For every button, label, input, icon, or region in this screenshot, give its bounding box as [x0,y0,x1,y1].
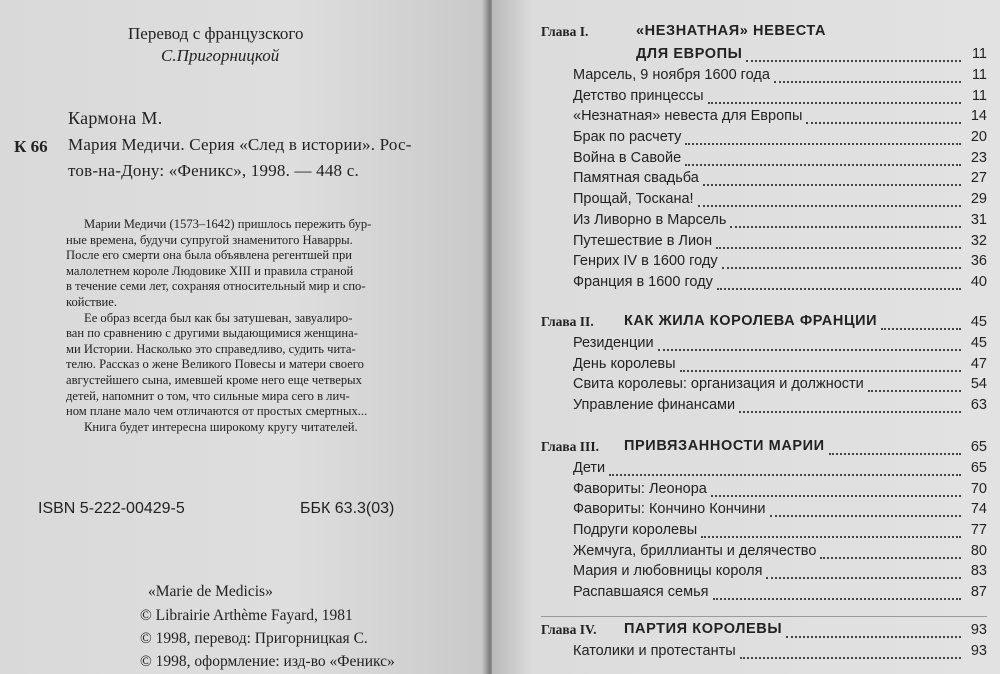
entry-title: Резиденции [573,335,654,351]
leader-dots [658,349,961,351]
toc-chapter [541,620,987,663]
bbk-code: ББК 63.3(03) [300,500,395,517]
entry-page-number: 80 [970,542,987,559]
toc-entry [573,273,987,294]
translator-name: С.Пригорницкой [161,46,280,65]
entry-page-number: 20 [970,129,987,146]
leader-dots [680,370,961,372]
entry-title: Свита королевы: организация и должности [573,376,864,393]
entry-page-number: 93 [970,643,987,659]
leader-dots [786,636,961,638]
leader-dots [713,598,962,600]
entry-title: Фавориты: Кончино Кончини [573,501,766,518]
annotation-line: ные времена, будучи супругой знаменитого Наварры. [66,232,353,247]
toc-entry [573,149,987,170]
entry-title: Управление финансами [573,397,736,414]
leader-dots [711,495,961,497]
entry-page-number: 27 [970,170,987,187]
toc-entry [573,583,987,604]
entry-title: Дети [573,460,606,476]
annotation-closing: Книга будет интересна широкому кругу читателей. [84,419,358,434]
chapter-title: КАК ЖИЛА КОРОЛЕВА ФРАНЦИИ [624,313,878,329]
annotation-line: детей, напомнит о том, что сильные мира сего в лич- [66,388,350,403]
chapter-divider [541,616,987,617]
leader-dots [685,164,961,166]
leader-dots [770,515,961,517]
annotation-line: ном плане мало чем отличаются от простых смертных... [66,404,368,419]
entry-page-number: 65 [970,460,987,476]
leader-dots [820,557,961,559]
left-page [0,0,486,674]
entry-title: Жемчуга, бриллианты и делячество [573,542,817,559]
annotation-line: Марии Медичи (1573–1642) пришлось пережить бур- [84,217,372,231]
toc-entry [573,375,987,396]
entry-title: Католики и протестанты [573,643,736,659]
toc-entry [573,542,987,563]
chapter-label: Глава II. [541,314,594,329]
leader-dots [730,226,961,228]
original-title: «Marie de Medicis» [148,583,273,600]
entry-page-number: 32 [970,232,987,249]
leader-dots [698,205,961,207]
entry-page-number: 77 [970,522,987,539]
toc-entry [573,642,987,663]
leader-dots [716,247,961,249]
toc-entry [573,480,987,501]
chapter-title: ПАРТИЯ КОРОЛЕВЫ [624,621,783,637]
entry-page-number: 23 [970,149,987,166]
toc-entry [573,128,987,149]
chapter-heading [541,22,987,44]
annotation-line: августейшего сына, имевшей кроме него еще четверых [66,372,362,387]
chapter-title-line2: ДЛЯ ЕВРОПЫ [636,46,743,62]
entry-page-number: 70 [970,480,987,497]
chapter-page-number: 93 [970,622,987,638]
author-name: Кармона М. [68,108,163,128]
toc-entry [573,334,987,355]
entry-page-number: 31 [970,211,987,228]
chapter-title: ПРИВЯЗАННОСТИ МАРИИ [624,438,825,454]
toc-entry [573,355,987,376]
leader-dots [703,184,961,186]
chapter-heading [541,437,987,459]
annotation-line: телю. Рассказ о жене Великого Повесы и матери своего [66,357,364,372]
toc-entry [573,66,987,87]
biblio-line: Мария Медичи. Серия «След в истории». Рос- [68,135,412,154]
chapter-heading [541,312,987,334]
entry-page-number: 11 [971,67,987,83]
toc-chapter [541,22,987,294]
entry-title: Фавориты: Леонора [573,480,707,497]
toc-entry [573,562,987,583]
chapter-label: Глава IV. [541,622,597,637]
chapter-heading [541,620,987,642]
entry-title: Подруги королевы [573,522,698,539]
annotation-line: После его смерти она была объявлена регентшей при [66,248,353,263]
entry-page-number: 74 [970,501,987,518]
leader-dots [881,328,961,330]
annotation-line: койствие. [66,294,118,309]
entry-title: Мария и любовницы короля [573,563,763,580]
entry-page-number: 87 [970,584,987,601]
toc-entry [573,169,987,190]
entry-page-number: 47 [970,355,987,372]
biblio-line: тов-на-Дону: «Феникс», 1998. — 448 с. [68,161,359,180]
annotation-paragraph-2 [66,311,391,420]
translation-line: Перевод с французского [128,24,304,43]
annotation-line: ми Истории. Насколько это справедливо, судить чита- [66,341,356,356]
leader-dots [685,143,961,145]
entry-title: Памятная свадьба [573,170,699,187]
entry-title: Франция в 1600 году [573,273,713,290]
entry-title: Распавшаяся семья [573,584,709,601]
entry-title: Генрих IV в 1600 году [573,253,718,270]
toc-entry [573,521,987,542]
entry-title: «Незнатная» невеста для Европы [573,108,803,125]
leader-dots [806,122,961,124]
annotation-line: в течение семи лет, сохраняя относительный мир и спо- [66,279,366,294]
isbn: ISBN 5-222-00429-5 [38,500,185,517]
entry-title: Прощай, Тоскана! [573,191,694,208]
entry-title: Детство принцессы [573,87,704,104]
annotation-line: Ее образ всегда был как бы затушеван, завуалиро- [84,310,353,325]
entry-page-number: 29 [970,191,987,208]
leader-dots [829,453,961,455]
entry-page-number: 36 [970,253,987,270]
annotation-line: ван по сравнению с другими выдающимися женщина- [66,326,358,341]
entry-page-number: 11 [971,87,987,104]
entry-title: Брак по расчету [573,129,682,146]
toc-entry [573,190,987,211]
entry-title: День королевы [573,355,676,372]
chapter-title: «НЕЗНАТНАЯ» НЕВЕСТА [636,23,827,39]
entry-page-number: 14 [970,108,987,125]
entry-page-number: 45 [970,335,987,351]
annotation [66,217,391,435]
toc-entry [573,500,987,521]
leader-dots [740,657,961,659]
toc-entry [573,107,987,128]
right-page-table-of-contents [492,0,1000,674]
entry-page-number: 40 [970,273,987,290]
leader-dots [774,81,961,83]
annotation-paragraph-1 [66,217,391,311]
copyright-line: © 1998, перевод: Пригорницкая С. [140,630,368,647]
toc-entry [573,396,987,417]
entry-page-number: 83 [970,563,987,580]
leader-dots [739,411,961,413]
leader-dots [717,288,961,290]
chapter-page-number: 45 [970,314,987,330]
copyright-line: © Librairie Arthème Fayard, 1981 [140,607,353,624]
entry-title: Война в Савойе [573,149,682,166]
entry-title: Марсель, 9 ноября 1600 года [573,67,770,83]
bibliographic-entry [68,132,412,184]
toc-entry [573,87,987,108]
leader-dots [868,390,961,392]
toc-entry [573,459,987,480]
toc-chapter [541,437,987,604]
toc-entry [573,252,987,273]
entry-title: Из Ливорно в Марсель [573,211,727,228]
chapter-page-number: 65 [970,439,987,455]
chapter-heading-continued [541,44,987,66]
annotation-line: малолетнем короле Людовике XIII и правила страной [66,263,354,278]
entry-page-number: 54 [970,376,987,393]
entry-page-number: 63 [970,397,987,414]
library-code: К 66 [14,137,48,156]
copyright-line: © 1998, оформление: изд-во «Феникс» [140,653,395,670]
leader-dots [708,102,961,104]
leader-dots [722,267,961,269]
toc-chapter [541,312,987,417]
leader-dots [701,536,961,538]
toc-entry [573,211,987,232]
entry-title: Путешествие в Лион [573,232,713,249]
leader-dots [746,60,961,62]
chapter-page-number: 11 [971,46,987,62]
chapter-label: Глава III. [541,439,599,454]
leader-dots [609,474,961,476]
chapter-label: Глава I. [541,24,589,39]
toc-entry [573,232,987,253]
leader-dots [766,577,961,579]
